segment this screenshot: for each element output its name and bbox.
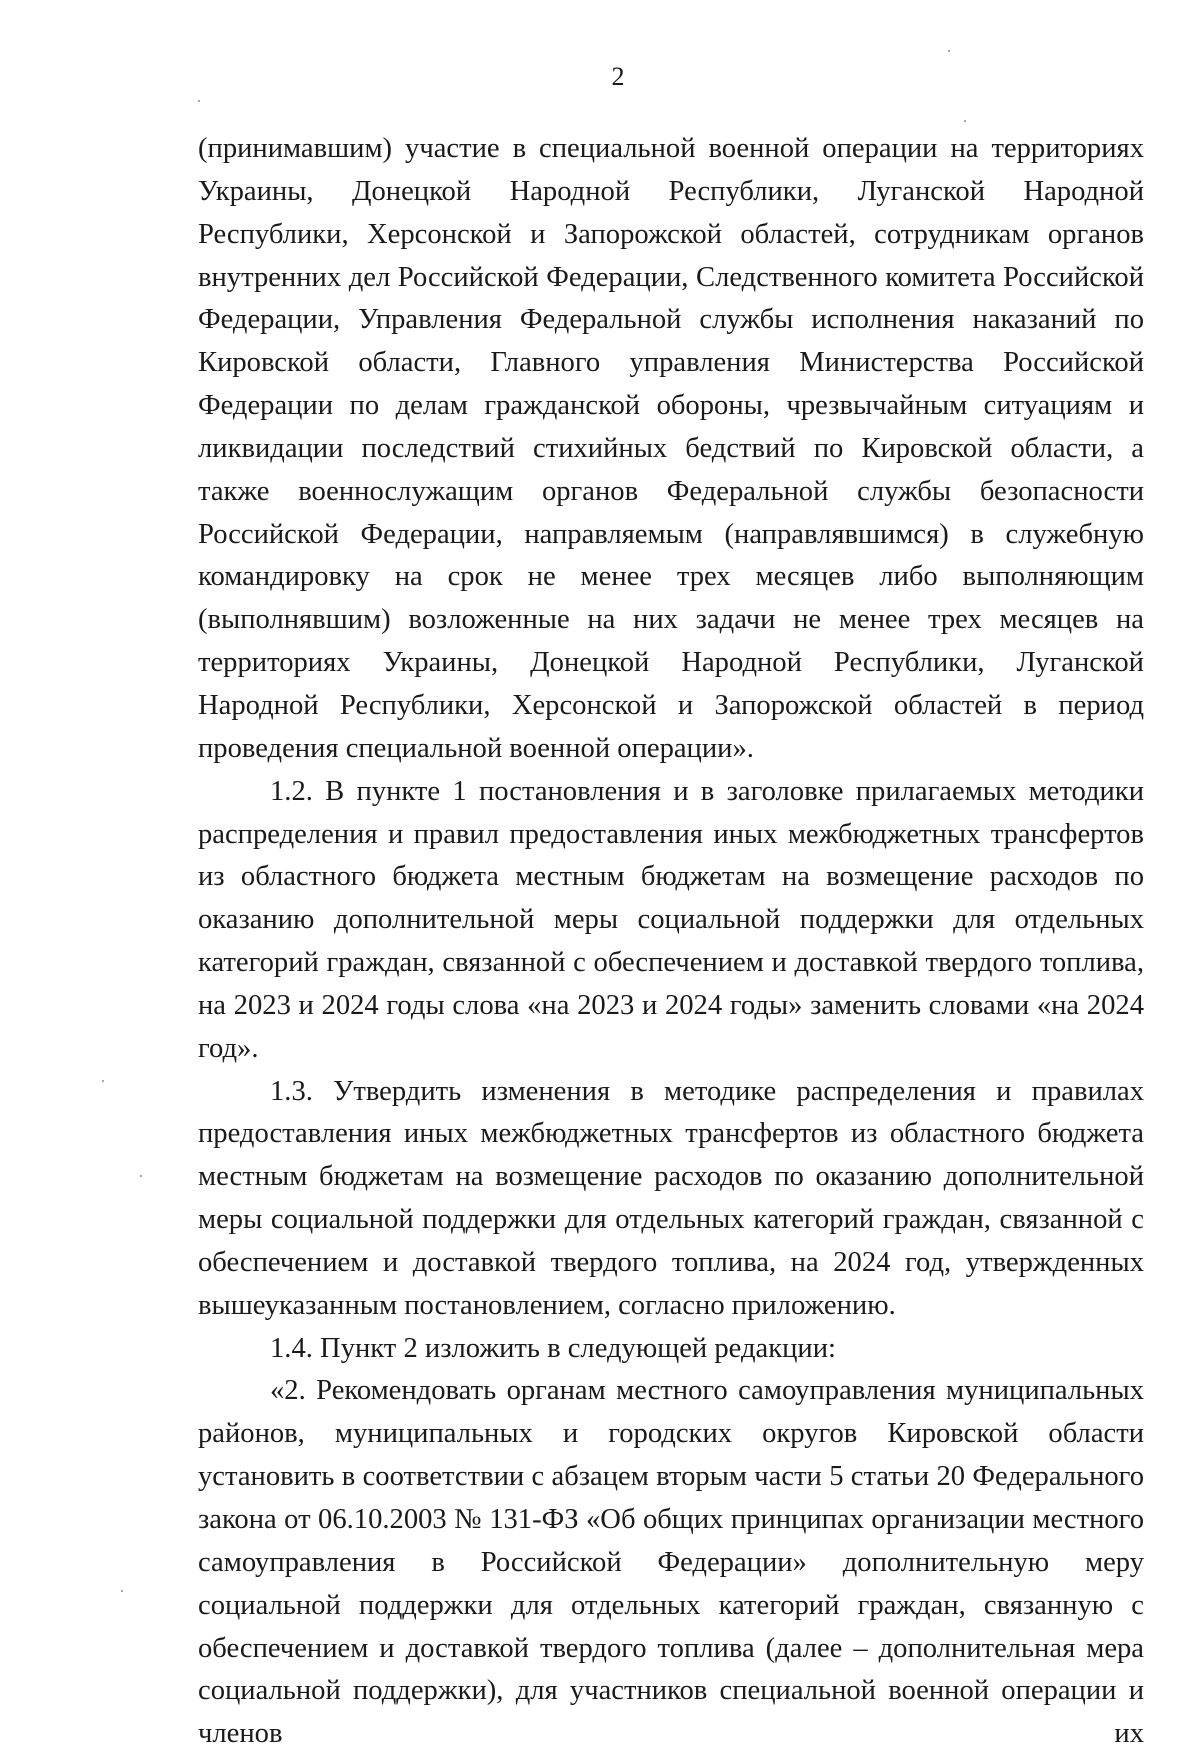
scan-speck (198, 100, 200, 102)
paragraph-continuation: (принимавшим) участие в специальной военной операции на территориях Украины, Донецкой Народной Республики, Луганской Народной Республики, Херсонской и Запорожской областей, сотрудникам органов внутренних дел Российской Федерации, Следственного комитета Российской Федерации, Управления Федеральной службы исполнения наказаний по Кировской области, Главного управления Министерства Российской Федерации по делам гражданской обороны, чрезвычайным ситуациям и ликвидации последствий стихийных бедствий по Кировской области, а также военнослужащим органов Федеральной службы безопасности Российской Федерации, направляемым (направлявшимся) в служебную командировку на срок не менее трех месяцев либо выполняющим (выполнявшим) возложенные на них задачи не менее трех месяцев на территориях Украины, Донецкой Народной Республики, Луганской Народной Республики, Херсонской и Запорожской областей в период проведения специальной военной операции». (198, 133, 1144, 764)
paragraph-item-1-4: 1.4. Пункт 2 изложить в следующей редакции: (270, 1332, 836, 1364)
page-number: 2 (611, 62, 625, 91)
scan-speck (948, 50, 950, 52)
paragraph-item-1-2: 1.2. В пункте 1 постановления и в заголовке прилагаемых методики распределения и правил предоставления иных межбюджетных трансфертов из областного бюджета местным бюджетам на возмещение расходов по оказанию дополнительной меры социальной поддержки для отдельных категорий граждан, связанной с обеспечением и доставкой твердого топлива, на 2023 и 2024 годы слова «на 2023 и 2024 годы» заменить словами «на 2024 год». (198, 775, 1144, 1064)
paragraph-item-1-3: 1.3. Утвердить изменения в методике распределения и правилах предоставления иных межбюджетных трансфертов из областного бюджета местным бюджетам на возмещение расходов по оказанию дополнительной меры социальной поддержки для отдельных категорий граждан, связанной с обеспечением и доставкой твердого топлива, на 2024 год, утвержденных вышеуказанным постановлением, согласно приложению. (198, 1075, 1144, 1321)
document-body (198, 128, 1144, 1756)
paragraph-item-2-quote: «2. Рекомендовать органам местного самоуправления муниципальных районов, муниципальных и городских округов Кировской области установить в соответствии с абзацем вторым части 5 статьи 20 Федерального закона от 06.10.2003 № 131-ФЗ «Об общих принципах организации местного самоуправления в Российской Федерации» дополнительную меру социальной поддержки для отдельных категорий граждан, связанную с обеспечением и доставкой твердого топлива (далее – дополнительная мера социальной поддержки), для участников специальной военной операции и членов их (198, 1375, 1144, 1750)
scan-speck (140, 1175, 142, 1177)
scan-speck (964, 120, 966, 122)
scan-speck (121, 1590, 123, 1592)
scan-speck (102, 1080, 104, 1082)
